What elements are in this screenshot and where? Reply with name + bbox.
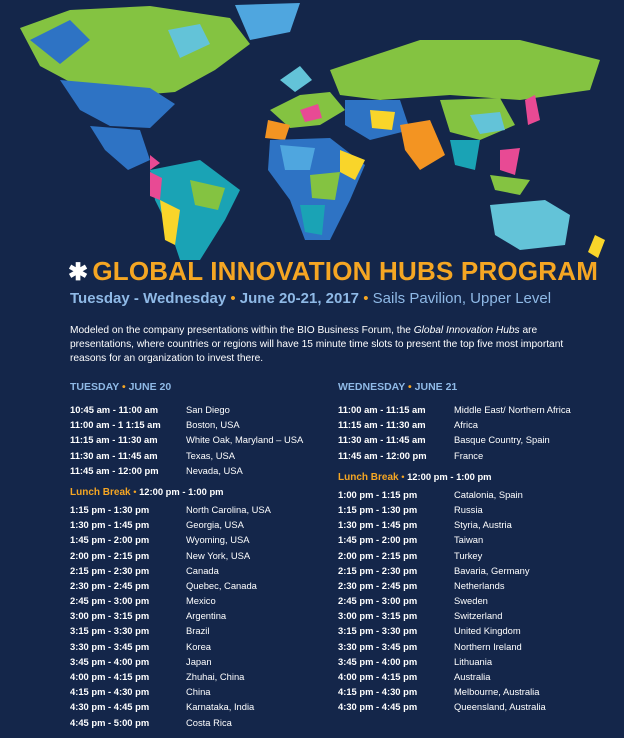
schedule-row xyxy=(70,639,303,654)
schedule-row xyxy=(70,417,303,432)
intro-text-2: are presentations, where countries or regions will have 15 minute time slots to present the top five most important reasons for an organization to invest there. xyxy=(70,325,564,364)
slot-presenter: Argentina xyxy=(186,610,227,622)
tuesday-schedule xyxy=(70,381,303,730)
schedule-row xyxy=(338,623,571,638)
slot-time: 1:15 pm - 1:30 pm xyxy=(338,503,418,515)
schedule-row xyxy=(70,463,303,478)
slot-time: 2:15 pm - 2:30 pm xyxy=(338,564,418,576)
slot-time: 4:30 pm - 4:45 pm xyxy=(338,701,418,713)
slot-time: 1:30 pm - 1:45 pm xyxy=(338,519,418,531)
slot-presenter: Styria, Austria xyxy=(454,519,512,531)
schedule-row xyxy=(70,699,303,714)
slot-presenter: Africa xyxy=(454,419,478,431)
slot-time: 2:30 pm - 2:45 pm xyxy=(338,579,418,591)
slot-presenter: Middle East/ Northern Africa xyxy=(454,404,571,415)
schedule-row xyxy=(338,502,571,517)
slot-presenter: Costa Rica xyxy=(186,716,232,728)
slot-time: 4:15 pm - 4:30 pm xyxy=(338,686,418,698)
slot-presenter: Korea xyxy=(186,640,212,652)
schedule-row xyxy=(338,432,571,447)
slot-presenter: Japan xyxy=(186,655,212,667)
subtitle-dates: June 20-21, 2017 xyxy=(239,290,360,307)
subtitle-venue: Sails Pavilion, Upper Level xyxy=(372,290,552,307)
schedule-row xyxy=(338,517,571,532)
slot-time: 3:30 pm - 3:45 pm xyxy=(70,640,150,652)
slot-time: 11:30 am - 11:45 am xyxy=(70,449,158,461)
slot-presenter: Bavaria, Germany xyxy=(454,564,530,576)
tuesday-lunch-break xyxy=(70,482,303,502)
slot-presenter: Boston, USA xyxy=(186,419,240,431)
schedule-row xyxy=(338,639,571,654)
slot-presenter: Northern Ireland xyxy=(454,640,522,652)
bullet-separator: • xyxy=(133,485,137,497)
slot-presenter: Zhuhai, China xyxy=(186,671,245,682)
slot-presenter: France xyxy=(454,449,484,461)
slot-presenter: Quebec, Canada xyxy=(186,579,257,591)
slot-time: 1:45 pm - 2:00 pm xyxy=(338,534,418,546)
slot-presenter: Russia xyxy=(454,503,483,515)
program-title-text: GLOBAL INNOVATION HUBS PROGRAM xyxy=(92,256,599,286)
slot-presenter: Brazil xyxy=(186,625,210,637)
schedule-row xyxy=(338,448,571,463)
day-name: TUESDAY xyxy=(70,381,120,393)
program-subtitle xyxy=(70,290,551,307)
slot-time: 2:45 pm - 3:00 pm xyxy=(70,595,150,607)
schedule-row xyxy=(338,402,571,417)
slot-presenter: United Kingdom xyxy=(454,625,521,637)
slot-presenter: Mexico xyxy=(186,595,216,607)
slot-presenter: North Carolina, USA xyxy=(186,503,271,515)
slot-presenter: Texas, USA xyxy=(186,449,235,461)
slot-time: 2:15 pm - 2:30 pm xyxy=(70,564,150,576)
schedule-row xyxy=(338,669,571,684)
slot-time: 11:00 am - 11:15 am xyxy=(338,404,426,415)
slot-presenter: Basque Country, Spain xyxy=(454,434,550,446)
slot-time: 1:45 pm - 2:00 pm xyxy=(70,534,150,546)
slot-time: 3:45 pm - 4:00 pm xyxy=(338,655,418,667)
slot-presenter: China xyxy=(186,686,211,698)
world-map-illustration xyxy=(0,0,624,260)
slot-presenter: New York, USA xyxy=(186,549,251,561)
slot-time: 3:15 pm - 3:30 pm xyxy=(70,625,150,637)
wednesday-heading xyxy=(338,381,571,395)
wednesday-afternoon-list xyxy=(338,487,571,715)
schedule-row xyxy=(70,623,303,638)
schedule-row xyxy=(338,608,571,623)
bullet-separator: • xyxy=(121,381,126,393)
slot-time: 3:00 pm - 3:15 pm xyxy=(338,610,418,622)
slot-time: 4:00 pm - 4:15 pm xyxy=(338,671,418,682)
slot-time: 11:30 am - 11:45 am xyxy=(338,434,426,446)
schedule-row xyxy=(70,715,303,730)
slot-time: 1:00 pm - 1:15 pm xyxy=(338,488,418,500)
slot-presenter: Canada xyxy=(186,564,219,576)
schedule-row xyxy=(338,654,571,669)
slot-time: 2:30 pm - 2:45 pm xyxy=(70,579,150,591)
slot-time: 11:15 am - 11:30 am xyxy=(70,434,158,446)
slot-time: 2:00 pm - 2:15 pm xyxy=(338,549,418,561)
day-date: JUNE 20 xyxy=(128,381,172,393)
program-title xyxy=(68,256,598,287)
slot-presenter: Wyoming, USA xyxy=(186,534,250,546)
slot-time: 3:45 pm - 4:00 pm xyxy=(70,655,150,667)
slot-presenter: Taiwan xyxy=(454,534,484,546)
wednesday-morning-list xyxy=(338,402,571,463)
subtitle-days: Tuesday - Wednesday xyxy=(70,290,227,307)
slot-presenter: Karnataka, India xyxy=(186,701,255,713)
schedule-row xyxy=(338,548,571,563)
lunch-label: Lunch Break xyxy=(70,486,131,498)
schedule-row xyxy=(70,517,303,532)
slot-time: 4:00 pm - 4:15 pm xyxy=(70,671,150,682)
schedule-row xyxy=(338,487,571,502)
slot-time: 3:00 pm - 3:15 pm xyxy=(70,610,150,622)
schedule-row xyxy=(70,548,303,563)
tuesday-morning-list xyxy=(70,402,303,478)
slot-presenter: Lithuania xyxy=(454,655,493,667)
intro-italic: Global Innovation Hubs xyxy=(413,325,520,336)
slot-time: 1:15 pm - 1:30 pm xyxy=(70,503,150,515)
slot-time: 11:15 am - 11:30 am xyxy=(338,419,426,431)
tuesday-heading xyxy=(70,381,303,395)
schedule-row xyxy=(338,563,571,578)
wednesday-schedule xyxy=(338,381,571,715)
slot-presenter: Georgia, USA xyxy=(186,519,244,531)
slot-presenter: Netherlands xyxy=(454,579,505,591)
slot-presenter: Sweden xyxy=(454,595,488,607)
slot-presenter: Melbourne, Australia xyxy=(454,686,540,698)
schedule-row xyxy=(338,532,571,547)
schedule-row xyxy=(70,502,303,517)
asterisk-icon: ✱ xyxy=(68,259,89,286)
bullet-separator: • xyxy=(408,381,412,393)
slot-time: 2:45 pm - 3:00 pm xyxy=(338,595,418,607)
slot-presenter: White Oak, Maryland – USA xyxy=(186,434,304,446)
schedule-row xyxy=(70,563,303,578)
schedule-row xyxy=(70,608,303,623)
bullet-separator: • xyxy=(363,290,369,307)
schedule-row xyxy=(338,684,571,699)
slot-time: 4:45 pm - 5:00 pm xyxy=(70,716,150,728)
tuesday-afternoon-list xyxy=(70,502,303,730)
slot-presenter: Australia xyxy=(454,671,491,682)
slot-presenter: San Diego xyxy=(186,404,230,415)
schedule-row xyxy=(70,448,303,463)
lunch-label: Lunch Break xyxy=(338,471,399,483)
day-date: JUNE 21 xyxy=(414,381,458,393)
day-name: WEDNESDAY xyxy=(338,381,406,393)
bullet-separator: • xyxy=(230,290,236,307)
slot-time: 4:30 pm - 4:45 pm xyxy=(70,701,150,713)
slot-time: 2:00 pm - 2:15 pm xyxy=(70,549,150,561)
slot-presenter: Switzerland xyxy=(454,610,503,622)
slot-time: 10:45 am - 11:00 am xyxy=(70,404,159,415)
slot-time: 1:30 pm - 1:45 pm xyxy=(70,519,150,531)
slot-presenter: Nevada, USA xyxy=(186,464,243,476)
slot-presenter: Turkey xyxy=(454,549,483,561)
slot-time: 3:15 pm - 3:30 pm xyxy=(338,625,418,637)
intro-text-1: Modeled on the company presentations within the BIO Business Forum, the xyxy=(70,325,414,336)
schedule-row xyxy=(70,593,303,608)
slot-presenter: Queensland, Australia xyxy=(454,701,546,713)
intro-paragraph xyxy=(70,324,570,366)
schedule-row xyxy=(338,593,571,608)
schedule-row xyxy=(338,578,571,593)
slot-time: 11:00 am - 1 1:15 am xyxy=(70,419,161,431)
schedule-row xyxy=(338,699,571,714)
slot-time: 4:15 pm - 4:30 pm xyxy=(70,686,150,698)
schedule-row xyxy=(70,684,303,699)
schedule-row xyxy=(70,578,303,593)
schedule-row xyxy=(70,532,303,547)
lunch-time: 12:00 pm - 1:00 pm xyxy=(139,485,224,497)
bullet-separator: • xyxy=(401,470,405,482)
schedule-row xyxy=(338,417,571,432)
lunch-time: 12:00 pm - 1:00 pm xyxy=(407,470,492,482)
schedule-row xyxy=(70,654,303,669)
slot-presenter: Catalonia, Spain xyxy=(454,488,523,500)
slot-time: 11:45 am - 12:00 pm xyxy=(338,449,427,461)
schedule-row xyxy=(70,432,303,447)
slot-time: 3:30 pm - 3:45 pm xyxy=(338,640,418,652)
slot-time: 11:45 am - 12:00 pm xyxy=(70,464,159,476)
schedule-row xyxy=(70,402,303,417)
schedule-row xyxy=(70,669,303,684)
wednesday-lunch-break xyxy=(338,467,571,487)
